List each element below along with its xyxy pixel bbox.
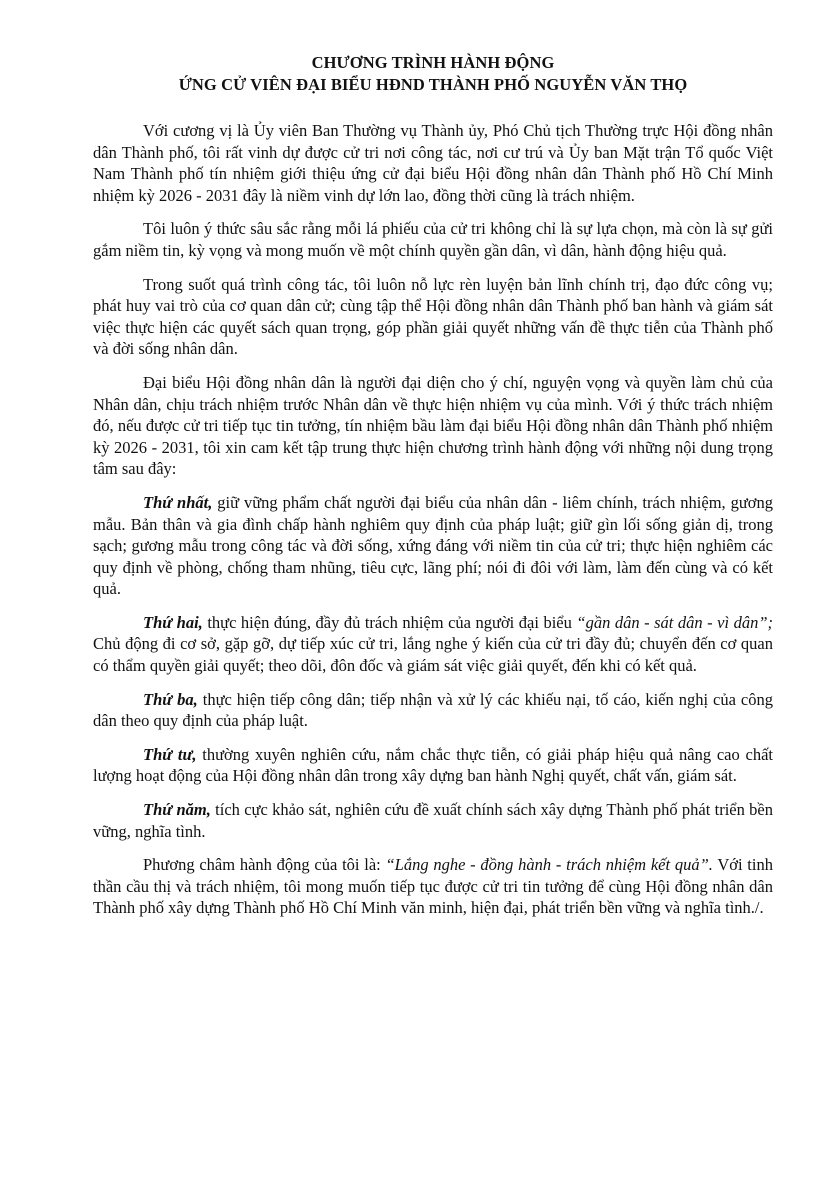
paragraph-fourth-point (93, 744, 773, 787)
paragraph-commitment: Đại biểu Hội đồng nhân dân là người đại diện cho ý chí, nguyện vọng và quyền làm chủ của Nhân dân, chịu trách nhiệm trước Nhân dân về thực hiện nhiệm vụ của mình. Với ý thức trách nhiệm đó, nếu được cử tri tiếp tục tin tưởng, tín nhiệm bầu làm đại biểu Hội đồng nhân dân Thành phố nhiệm kỳ 2026 - 2031, tôi xin cam kết tập trung thực hiện chương trình hành động với những nội dung trọng tâm sau đây: (93, 372, 773, 479)
second-point-text-a: thực hiện đúng, đầy đủ trách nhiệm của người đại biểu (202, 612, 577, 632)
paragraph-third-point (93, 689, 773, 732)
motto-text-a: Phương châm hành động của tôi là: (143, 855, 386, 875)
fourth-point-lead: Thứ tư, (143, 744, 197, 764)
motto-quote: “Lắng nghe - đồng hành - trách nhiệm kết quả”. (385, 855, 713, 875)
paragraph-awareness: Tôi luôn ý thức sâu sắc rằng mỗi lá phiếu của cử tri không chỉ là sự lựa chọn, mà còn là sự gửi gắm niềm tin, kỳ vọng và mong muốn về một chính quyền gần dân, vì dân, hành động hiệu quả. (93, 219, 773, 260)
fifth-point-lead: Thứ năm, (143, 800, 211, 820)
second-point-text-b: Chủ động đi cơ sở, gặp gỡ, dự tiếp xúc cử tri, lắng nghe ý kiến của cử tri đầy đủ; chuyển đến cơ quan có thẩm quyền giải quyết; theo dõi, đôn đốc và giám sát việc giải quyết, đến khi có kết quả. (93, 634, 773, 676)
third-point-lead: Thứ ba, (143, 689, 198, 709)
second-point-quote: “gần dân - sát dân - vì dân”; (576, 612, 774, 632)
first-point-text: giữ vững phẩm chất người đại biểu của nhân dân - liêm chính, trách nhiệm, gương mẫu. Bản thân và gia đình chấp hành nghiêm quy định của pháp luật; giữ gìn lối sống giản dị, trong sạch; gương mẫu trong công tác và đời sống, xứng đáng với niềm tin của cử tri; thực hiện nghiêm các quy định về phòng, chống tham nhũng, tiêu cực, lãng phí; nói đi đôi với làm, làm đến cùng và có kết quả. (93, 492, 774, 599)
document-title-line-1: CHƯƠNG TRÌNH HÀNH ĐỘNG (311, 53, 555, 72)
paragraph-intro: Với cương vị là Ủy viên Ban Thường vụ Thành ủy, Phó Chủ tịch Thường trực Hội đồng nhân dân Thành phố, tôi rất vinh dự được cử tri nơi công tác, nơi cư trú và Ủy ban Mặt trận Tổ quốc Việt Nam Thành phố tín nhiệm giới thiệu ứng cử đại biểu Hội đồng nhân dân Thành phố Hồ Chí Minh nhiệm kỳ 2026 - 2031 đây là niềm vinh dự lớn lao, đồng thời cũng là trách nhiệm. (93, 121, 773, 205)
third-point-text: thực hiện tiếp công dân; tiếp nhận và xử lý các khiếu nại, tố cáo, kiến nghị của công dân theo quy định của pháp luật. (93, 689, 773, 731)
paragraph-first-point (93, 492, 773, 600)
first-point-lead: Thứ nhất, (143, 492, 213, 512)
fifth-point-text: tích cực khảo sát, nghiên cứu đề xuất chính sách xây dựng Thành phố phát triển bền vững, nghĩa tình. (93, 800, 773, 841)
paragraph-fifth-point (93, 799, 773, 842)
document-page (93, 52, 773, 931)
second-point-lead: Thứ hai, (143, 612, 203, 632)
fourth-point-text: thường xuyên nghiên cứu, nắm chắc thực tiễn, có giải pháp hiệu quả nâng cao chất lượng hoạt động của Hội đồng nhân dân trong xây dựng ban hành Nghị quyết, chất vấn, giám sát. (93, 744, 773, 786)
motto-text-b: Với tinh thần cầu thị và trách nhiệm, tôi mong muốn tiếp tục được cử tri tin tưởng để cùng Hội đồng nhân dân Thành phố xây dựng Thành phố Hồ Chí Minh văn minh, hiện đại, phát triển bền vững và nghĩa tình./. (93, 855, 773, 918)
document-title-line-2: ỨNG CỬ VIÊN ĐẠI BIỂU HĐND THÀNH PHỐ NGUYỄN VĂN THỌ (178, 75, 688, 94)
paragraph-experience: Trong suốt quá trình công tác, tôi luôn nỗ lực rèn luyện bản lĩnh chính trị, đạo đức công vụ; phát huy vai trò của cơ quan dân cử; cùng tập thể Hội đồng nhân dân Thành phố ban hành và giám sát việc thực hiện các quyết sách quan trọng, góp phần giải quyết những vấn đề thực tiễn của Thành phố và đời sống nhân dân. (93, 274, 773, 359)
paragraph-second-point (93, 612, 773, 677)
paragraph-motto (93, 854, 773, 919)
